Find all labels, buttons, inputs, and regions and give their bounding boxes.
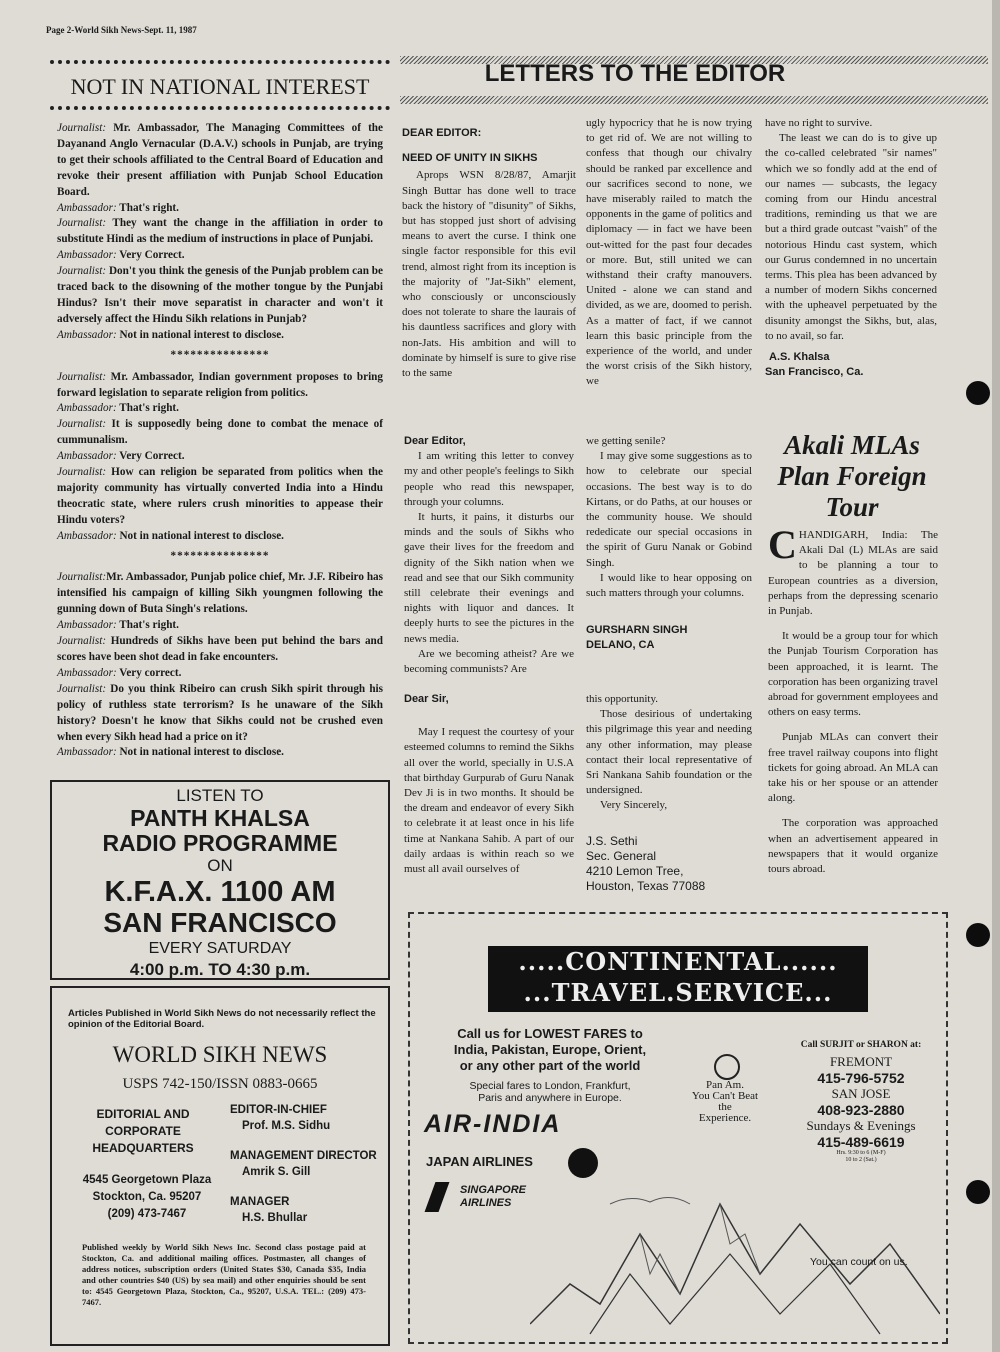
letter1-text: Aprops WSN 8/28/87, Amarjit Singh Buttar has done well to trace back the history of "disunity" of Sikhs, but has stopped just short of advising means to avert the curse. I think one single factor responsible for this evil trend, almost right from its inception is the majority of "Jat-Sikh" element, who consciously or unconsciously does not tolerate to share the laurais of his dauntless sacrifices and glory with non-Jats. His ambition and will to dominate by himself is sure to give rise to the same xyxy=(402,169,576,380)
interview-line xyxy=(57,264,383,328)
interview-column xyxy=(57,121,383,761)
speaker-label: Ambassador: xyxy=(57,201,117,214)
masthead-usps: USPS 742-150/ISSN 0883-0665 xyxy=(122,1076,318,1092)
masthead-name: WORLD SIKH NEWS xyxy=(112,1042,328,1067)
akali-article: CHANDIGARH, India: The Akali Dal (L) MLAs are said to be planning a tour to European countries as a diversion, perhaps from the depressing scenario in Punjab. It would be a group tour for which the Punjab Tourism Corporation has been approached, it is learnt. The corporation has been organizing travel abroad for government employees and others on easy terms. Punjab MLAs can convert their free travel railway coupons into flight tickets for going abroad. An MLA can take his or her spouse or an attender along. The corporation was approached when an advertisement appeared in newspapers that it would organize tours abroad. xyxy=(768,522,938,876)
interview-text: Mr. Ambassador, Indian government proposes to bring forward legislation to separate religion from politics. xyxy=(57,370,383,399)
headquarters-address: 4545 Georgetown Plaza Stockton, Ca. 95207 (209) 473-7467 xyxy=(82,1174,212,1220)
stars-divider: *************** xyxy=(170,549,270,562)
hatched-rule xyxy=(400,96,988,104)
dotted-rule xyxy=(50,60,390,64)
interview-text: Don't you think the genesis of the Punjab problem can be traced back to the disowning of the mother tongue by the Punjabi Hindus? Isn't their move separatist in character and won't it adversely affect the Hindu Sikh relations in Punjab? xyxy=(57,265,383,325)
binder-hole xyxy=(966,1180,990,1204)
letter1-col2 xyxy=(586,116,752,390)
interview-text: They want the change in the affiliation in order to substitute Hindi as the medium of instructions in place of Punjabi. xyxy=(57,217,383,246)
ad-tagline: You can count on us. xyxy=(810,1256,908,1268)
letter1-text: have no right to survive. xyxy=(765,117,873,129)
letter3-salutation: Dear Sir, xyxy=(404,693,449,705)
interview-text: Hundreds of Sikhs have been put behind the bars and scores have been shot dead in fake encounters. xyxy=(57,635,383,663)
interview-line xyxy=(57,745,383,761)
ad-special: Special fares to London, Frankfurt, Paris and anywhere in Europe. xyxy=(469,1080,631,1104)
interview-text: Mr. Ambassador, The Managing Committees of the Dayanand Anglo Vernacular (D.A.V.) schools in Punjab, are trying to get their schools affiliated to the Central Board of Education and revoke their present affiliation with Punjab School Education Board. xyxy=(57,122,383,198)
drop-cap: C xyxy=(768,522,797,567)
letter2-location: DELANO, CA xyxy=(586,639,655,652)
akali-headline: Akali MLAs Plan Foreign Tour xyxy=(777,430,927,522)
letter2-signature: GURSHARN SINGH xyxy=(586,624,688,637)
singapore-airlines-logo: SINGAPORE AIRLINES xyxy=(460,1184,527,1209)
speaker-label: Journalist: xyxy=(57,682,107,695)
interview-text: Very Correct. xyxy=(116,249,185,262)
section-title: NOT IN NATIONAL INTEREST xyxy=(70,74,370,99)
air-india-logo: AIR-INDIA xyxy=(424,1110,562,1138)
interview-line xyxy=(57,121,383,201)
interview-line xyxy=(57,401,383,417)
letters-title: LETTERS TO THE EDITOR xyxy=(484,60,786,87)
speaker-label: Ambassador: xyxy=(57,746,117,759)
radio-programme: RADIO PROGRAMME xyxy=(102,830,338,856)
page-header: Page 2-World Sikh News-Sept. 11, 1987 xyxy=(46,25,197,35)
interview-text: That's right. xyxy=(116,201,179,214)
interview-line xyxy=(57,634,383,666)
interview-text: Not in national interest to disclose. xyxy=(116,746,284,759)
letter3-col2: this opportunity. Those desirious of undertaking this pilgrimage this year and needing any other information, may please contact their local representative of Sri Nankana Sahib foundation or the undersigned. Very Sincerely, J.S. Sethi Sec. General 4210 Lemon Tree, Houston, Texas 77088 xyxy=(586,693,752,894)
interview-line xyxy=(57,328,383,344)
japan-airlines-logo: JAPAN AIRLINES xyxy=(426,1154,533,1169)
interview-text: That's right. xyxy=(116,619,179,632)
speaker-label: Ambassador: xyxy=(57,529,117,542)
page-edge xyxy=(992,0,1000,1352)
speaker-label: Journalist: xyxy=(57,217,107,230)
interview-line xyxy=(57,201,383,217)
letter3-col1: Dear Sir, May I request the courtesy of your esteemed columns to remind the Sikhs all over the world, specially in U.S.A that birthday Gurpurab of Guru Nanak Dev Ji is in two months. It should be the dream and endeavor of every Sikh to celebrate it at least once in his life time at Nankana Sahib. A part of our daily ardaas is within reach so we must all avail ourselves of xyxy=(404,693,574,876)
mountains-illustration xyxy=(530,1164,940,1340)
letter1-text: ugly hypocricy that he is now trying to get rid of. We are not willing to confess that though our chivalry should be ranked par excellence and our sacrifices second to none, we have miserably railed to match the opponents in the game of politics and diplomacy — in fact we have been out-witted for the past four decades or more. But, still united we can withstand their crafty manouvers. United - alone we can stand and divided, as we are, doomed to perish. As a matter of fact, if we cannot learn this basic principle from the experience of the world, and under the worst crisis of the Sikh history, we xyxy=(586,117,752,388)
speaker-label: Journalist: xyxy=(57,466,107,479)
interview-line xyxy=(57,465,383,529)
binder-hole xyxy=(966,923,990,947)
radio-city: SAN FRANCISCO xyxy=(103,907,337,938)
radio-time: 4:00 p.m. TO 4:30 p.m. xyxy=(129,960,311,979)
singapore-bird-icon xyxy=(425,1182,450,1212)
interview-line xyxy=(57,449,383,465)
speaker-label: Journalist: xyxy=(57,418,107,431)
pan-am-logo: Pan Am. You Can't Beat the Experience. xyxy=(691,1079,759,1124)
interview-line xyxy=(57,529,383,545)
radio-name: PANTH KHALSA xyxy=(130,805,310,831)
interview-line xyxy=(57,666,383,682)
dotted-rule xyxy=(50,106,390,110)
letter1-location: San Francisco, Ca. xyxy=(765,366,864,379)
interview-text: Very correct. xyxy=(116,666,182,679)
speaker-label: Ambassador: xyxy=(57,402,117,415)
pan-am-globe-icon xyxy=(714,1054,740,1080)
radio-on: ON xyxy=(207,856,233,875)
stars-divider: *************** xyxy=(170,348,270,361)
speaker-label: Journalist: xyxy=(57,265,107,278)
interview-line xyxy=(57,682,383,746)
interview-line xyxy=(57,618,383,634)
interview-line xyxy=(57,370,383,402)
disclaimer: Articles Published in World Sikh News do not necessarily reflect the opinion of the Editorial Board. xyxy=(68,1008,376,1030)
letter1-col1 xyxy=(402,122,576,381)
continental-travel-ad xyxy=(408,912,948,1344)
ad-call: Call us for LOWEST FARES to India, Pakistan, Europe, Orient, or any other part of the world xyxy=(453,1026,647,1073)
radio-listen: LISTEN TO xyxy=(176,786,264,805)
letter2-col1: Dear Editor, I am writing this letter to convey my and other people's feelings to Sikh people who read this newspaper, through your columns. It hurts, it pains, it disturbs our minds and the souls of Sikhs who gave their lives for the freedom and dignity of the Sikh nation when we read and see that our Sikh community still celebrate their evenings and nights with liquor and dances. It deeply hurts to see the pictures in the news media. Are we becoming atheist? Are we becoming communists? Are xyxy=(404,435,574,676)
ad-contacts: Call SURJIT or SHARON at: FREMONT 415-796-5752 SAN JOSE 408-923-2880 Sundays & Evenings 415-489-6619 Hrs. 9:30 to 6 (M-F) 10 to 2 (Sat.) xyxy=(800,1040,922,1163)
binder-hole xyxy=(966,381,990,405)
interview-text: Do you think Ribeiro can crush Sikh spirit through his policy of ruthless state terrorism? Is he unaware of the Sikh history? Doesn't he know that Sikhs could not be crushed even when every Sikh head had a price on it? xyxy=(57,682,383,743)
interview-text: How can religion be separated from politics when the majority community has virtually converted India into a Hindu theocratic state, where rulers crush minorities to appease their Hindu voters? xyxy=(57,466,383,526)
radio-programme-box xyxy=(50,780,390,980)
publication-notice: Published weekly by World Sikh News Inc. Second class postage paid at Stockton, Ca. and additional mailing offices. Postmaster, all changes of address notices, subscription orders (United States $30, Canada $35, India and other countries $40 (US) by sea mail) and other enquiries should be sent to: 4545 Georgetown Plaza, Stockton, Ca., 95207, U.S.A. TEL.: (209) 473-7467. xyxy=(82,1242,366,1307)
interview-text: Not in national interest to disclose. xyxy=(116,529,284,542)
interview-line xyxy=(57,417,383,449)
letter2-salutation: Dear Editor, xyxy=(404,435,466,447)
interview-line xyxy=(57,216,383,248)
speaker-label: Journalist: xyxy=(57,370,107,383)
speaker-label: Ambassador: xyxy=(57,619,117,632)
interview-text: Very Correct. xyxy=(116,450,185,463)
interview-text: It is supposedly being done to combat the menace of cummunalism. xyxy=(57,418,383,447)
speaker-label: Ambassador: xyxy=(57,328,117,341)
interview-text: Mr. Ambassador, Punjab police chief, Mr. J.F. Ribeiro has intensified his campaign of killing Sikh youngmen following the gunning down of Buta Singh's relations. xyxy=(57,571,383,616)
interview-text: That's right. xyxy=(116,402,179,415)
letter2-col2: we getting senile? I may give some suggestions as to how to celebrate our special occasions. The best way is to do Kirtans, or do Paths, at our houses or the community house. We should rededicate our special occasions in the spirit of Guru Nanak or Gobind Singh. I would like to hear opposing on such matters through your columns. GURSHARN SINGH DELANO, CA xyxy=(586,434,752,654)
speaker-label: Ambassador: xyxy=(57,249,117,262)
headquarters-label: EDITORIAL AND CORPORATE HEADQUARTERS xyxy=(92,1107,194,1155)
letter3-signature: J.S. Sethi Sec. General 4210 Lemon Tree, Houston, Texas 77088 xyxy=(586,833,706,894)
letter1-salutation: DEAR EDITOR: xyxy=(402,127,482,139)
speaker-label: Journalist: xyxy=(57,122,107,134)
ad-banner: .....CONTINENTAL...... ...TRAVEL.SERVICE... xyxy=(488,946,868,1012)
interview-line xyxy=(57,570,383,618)
letter1-text: The least we can do is to give up the co-called celebrated "sir names" which we so fondly add at the end of our names — subcasts, the legacy coming from our Hindu ancestral traditions, reminding us that we are but a third grade outcast "vaish" of the notorious Hindu cast system, which our Gurus condemned in no uncertain terms. This plea has been advanced by a number of modern Sikhs concerned with the upheavel perpetuated by the disunity amongst the Sikhs, but, alas, to no avail, so far. xyxy=(765,132,937,342)
letter1-signature: A.S. Khalsa xyxy=(769,351,830,364)
speaker-label: Ambassador: xyxy=(57,666,117,679)
radio-day: EVERY SATURDAY xyxy=(148,940,292,957)
speaker-label: Journalist: xyxy=(57,571,107,584)
interview-line xyxy=(57,248,383,264)
letter1-headline: NEED OF UNITY IN SIKHS xyxy=(402,152,538,165)
masthead-box xyxy=(50,986,390,1346)
speaker-label: Journalist: xyxy=(57,635,107,648)
letter1-col3 xyxy=(765,116,937,380)
interview-text: Not in national interest to disclose. xyxy=(116,328,284,341)
speaker-label: Ambassador: xyxy=(57,450,117,463)
radio-station: K.F.A.X. 1100 AM xyxy=(104,876,336,908)
staff-list: EDITOR-IN-CHIEF Prof. M.S. Sidhu MANAGEMENT DIRECTOR Amrik S. Gill MANAGER H.S. Bhullar xyxy=(230,1104,377,1224)
